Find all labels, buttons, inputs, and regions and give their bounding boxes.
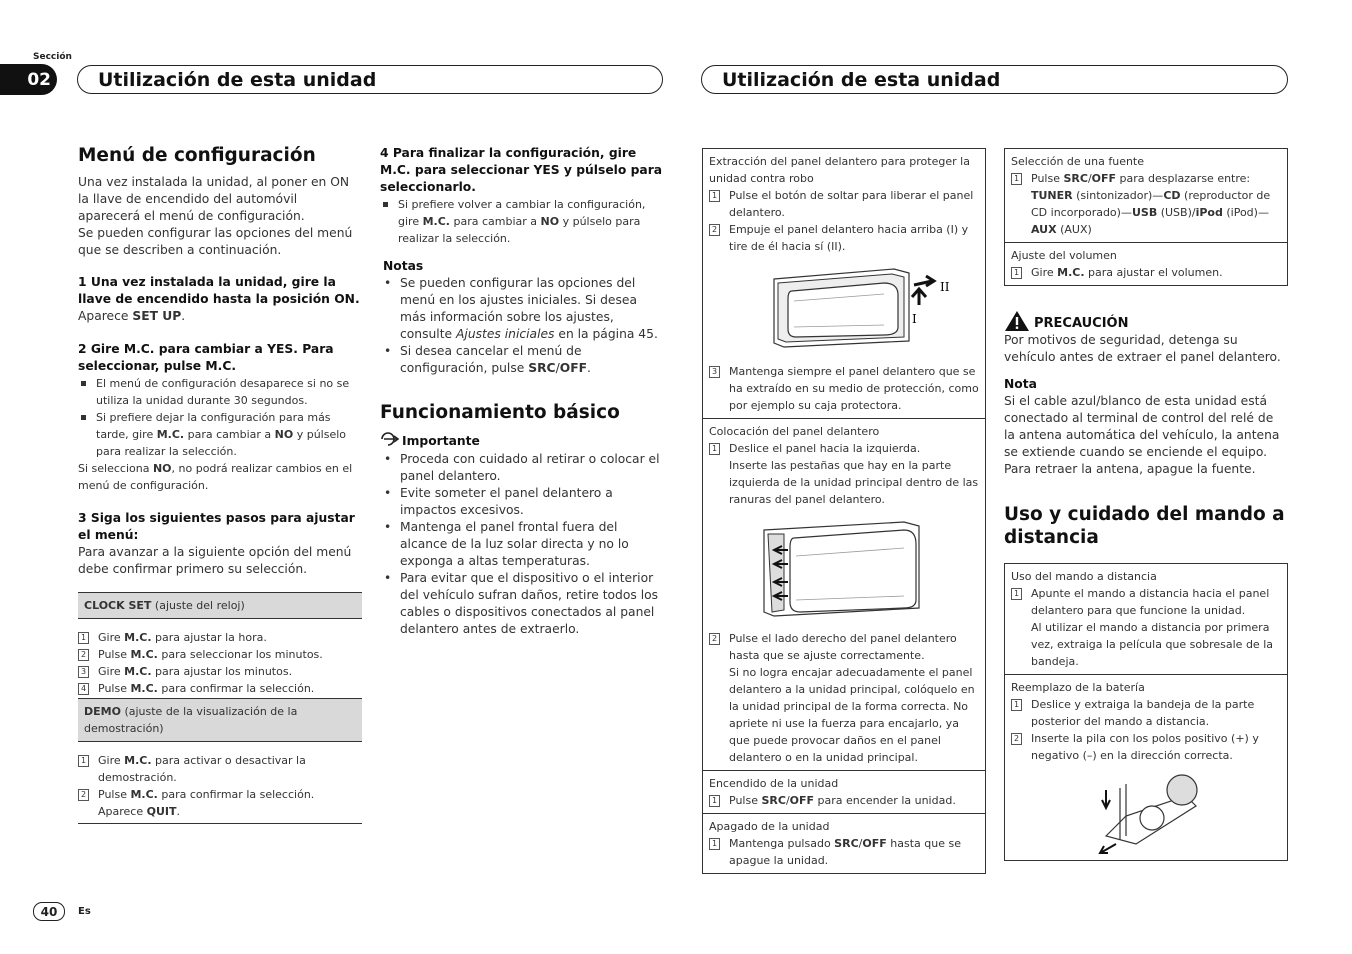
- list-item: 1 Pulse SRC/OFF para encender la unidad.: [709, 792, 979, 809]
- caution-heading: PRECAUCIÓN: [1004, 310, 1288, 332]
- step-2-note-3: Si selecciona NO, no podrá realizar cambios en el menú de configuración.: [78, 462, 353, 492]
- list-item: 2 Pulse M.C. para seleccionar los minutos.: [78, 646, 362, 663]
- power-on-title: Encendido de la unidad: [709, 777, 839, 790]
- important-item: • Proceda con cuidado al retirar o colocar el panel delantero.: [380, 451, 664, 485]
- panel-attach-illustration: [744, 516, 944, 624]
- left-header-title: Utilización de esta unidad: [77, 65, 663, 94]
- warning-icon: [1004, 310, 1030, 332]
- important-icon: [380, 432, 402, 451]
- remote-care-title: Uso y cuidado del mando a distancia: [1004, 504, 1285, 548]
- volume-title: Ajuste del volumen: [1011, 249, 1117, 262]
- panel-removal-section: [703, 149, 985, 418]
- column-4: [1004, 148, 1288, 861]
- demo-header: DEMO (ajuste de la visualización de la demostración): [78, 698, 362, 742]
- list-item: 1 Pulse SRC/OFF para desplazarse entre: TUNER (sintonizador)—CD (reproductor de CD incorporado)—USB (USB)/iPod (iPod)—AUX (AUX): [1011, 170, 1281, 238]
- step-2-note-1: El menú de configuración desaparece si no se utiliza la unidad durante 30 segundos.: [78, 375, 362, 409]
- volume-section: [1005, 242, 1287, 285]
- remote-use-section: [1005, 564, 1287, 674]
- intro-paragraph-2: Se pueden configurar las opciones del menú que se describen a continuación.: [78, 226, 353, 257]
- remote-use-title: Uso del mando a distancia: [1011, 570, 1157, 583]
- column-2: [380, 145, 664, 638]
- panel-attach-title: Colocación del panel delantero: [709, 425, 880, 438]
- list-item: 3 Mantenga siempre el panel delantero que se ha extraído en su medio de protección, como por ejemplo su caja protectora.: [709, 363, 979, 414]
- list-item: 1 Gire M.C. para ajustar la hora.: [78, 629, 362, 646]
- list-item: 4 Pulse M.C. para confirmar la selección.: [78, 680, 362, 697]
- step-1-text: Aparece SET UP.: [78, 309, 186, 323]
- list-item: 1 Mantenga pulsado SRC/OFF hasta que se apague la unidad.: [709, 835, 979, 869]
- front-panel-box: [702, 148, 986, 874]
- power-on-section: [703, 770, 985, 813]
- right-header-title: Utilización de esta unidad: [701, 65, 1288, 94]
- menu-config-title: Menú de configuración: [78, 145, 316, 166]
- power-off-title: Apagado de la unidad: [709, 820, 830, 833]
- list-item: 1 Apunte el mando a distancia hacia el panel delantero para que funcione la unidad. Al utilizar el mando a distancia por primera vez, extraiga la película que sobresale de la bandeja.: [1011, 585, 1281, 670]
- list-item: 3 Gire M.C. para ajustar los minutos.: [78, 663, 362, 680]
- power-off-section: [703, 813, 985, 873]
- note-2: • Si desea cancelar el menú de configuración, pulse SRC/OFF.: [380, 343, 664, 377]
- panel-removal-illustration: [744, 261, 950, 357]
- remote-box: [1004, 563, 1288, 861]
- source-select-title: Selección de una fuente: [1011, 155, 1145, 168]
- list-item: 1 Deslice y extraiga la bandeja de la parte posterior del mando a distancia.: [1011, 696, 1281, 730]
- step-1-title: 1 Una vez instalada la unidad, gire la llave de encendido hasta la posición ON.: [78, 275, 360, 306]
- battery-section: [1005, 674, 1287, 860]
- section-label: Sección: [33, 52, 72, 62]
- note-title: Nota: [1004, 377, 1037, 391]
- step-3-text: Para avanzar a la siguiente opción del menú debe confirmar primero su selección.: [78, 545, 352, 576]
- step-2-note-2: Si prefiere dejar la configuración para más tarde, gire M.C. para cambiar a NO y púlselo para realizar la selección.: [78, 409, 362, 460]
- step-4-note: Si prefiere volver a cambiar la configuración, gire M.C. para cambiar a NO y púlselo para realizar la selección.: [380, 196, 664, 247]
- language-code: Es: [78, 906, 91, 917]
- list-item: 1 Deslice el panel hacia la izquierda. Inserte las pestañas que hay en la parte izquierda de la unidad principal dentro de las ranuras del panel delantero.: [709, 440, 979, 508]
- demo-steps-list: [78, 752, 362, 824]
- note-1: • Se pueden configurar las opciones del menú en los ajustes iniciales. Si desea más información sobre los ajustes, consulte Ajustes iniciales en la página 45.: [380, 275, 664, 343]
- list-item: 2 Empuje el panel delantero hacia arriba (I) y tire de él hacia sí (II).: [709, 221, 979, 255]
- battery-illustration: [1086, 766, 1206, 856]
- step-2-title: 2 Gire M.C. para cambiar a YES. Para seleccionar, pulse M.C.: [78, 342, 334, 373]
- notes-title: Notas: [383, 259, 424, 273]
- important-item: • Para evitar que el dispositivo o el interior del vehículo sufran daños, retire todos los cables o dispositivos conectados al panel delantero antes de extraerlo.: [380, 570, 664, 638]
- list-item: 1 Gire M.C. para ajustar el volumen.: [1011, 264, 1281, 281]
- source-select-section: [1005, 149, 1287, 242]
- basic-operation-title: Funcionamiento básico: [380, 402, 620, 423]
- caution-text: Por motivos de seguridad, detenga su vehículo antes de extraer el panel delantero.: [1004, 333, 1281, 364]
- clock-steps-list: [78, 629, 362, 697]
- list-item: 2 Inserte la pila con los polos positivo (+) y negativo (–) en la dirección correcta.: [1011, 730, 1281, 764]
- list-item: 2 Pulse el lado derecho del panel delantero hasta que se ajuste correctamente. Si no logra encajar adecuadamente el panel delantero a la unidad principal, colóquelo en la unidad principal de la forma correcta. No apriete ni use la fuerza para encajarlo, ya que puede provocar daños en el panel delantero o en la unidad principal.: [709, 630, 979, 766]
- important-item: • Evite someter el panel delantero a impactos excesivos.: [380, 485, 664, 519]
- intro-paragraph-1: Una vez instalada la unidad, al poner en ON la llave de encendido del automóvil aparecerá el menú de configuración.: [78, 175, 350, 223]
- list-item: 1 Gire M.C. para activar o desactivar la demostración.: [78, 752, 362, 786]
- section-number-badge: 02: [0, 64, 57, 95]
- label-I: I: [912, 312, 917, 326]
- important-heading: Importante: [380, 432, 664, 451]
- important-item: • Mantenga el panel frontal fuera del alcance de la luz solar directa y no lo exponga a altas temperaturas.: [380, 519, 664, 570]
- note-text: Si el cable azul/blanco de esta unidad está conectado al terminal de control del relé de la antena automática del vehículo, la antena se extiende cuando se enciende el equipo. Para retraer la antena, apague la fuente.: [1004, 394, 1280, 476]
- battery-title: Reemplazo de la batería: [1011, 681, 1145, 694]
- page-number: 40: [33, 902, 65, 921]
- clock-set-header: CLOCK SET (ajuste del reloj): [78, 592, 362, 619]
- step-3-title: 3 Siga los siguientes pasos para ajustar el menú:: [78, 511, 355, 542]
- column-1: [78, 144, 362, 824]
- step-4-title: 4 Para finalizar la configuración, gire M.C. para seleccionar YES y púlselo para seleccionarlo.: [380, 146, 663, 194]
- list-item: 2 Pulse M.C. para confirmar la selección. Aparece QUIT.: [78, 786, 362, 820]
- label-II: II: [940, 280, 950, 294]
- panel-attach-section: [703, 418, 985, 770]
- panel-removal-title: Extracción del panel delantero para proteger la unidad contra robo: [709, 155, 970, 185]
- list-item: 1 Pulse el botón de soltar para liberar el panel delantero.: [709, 187, 979, 221]
- source-volume-box: [1004, 148, 1288, 286]
